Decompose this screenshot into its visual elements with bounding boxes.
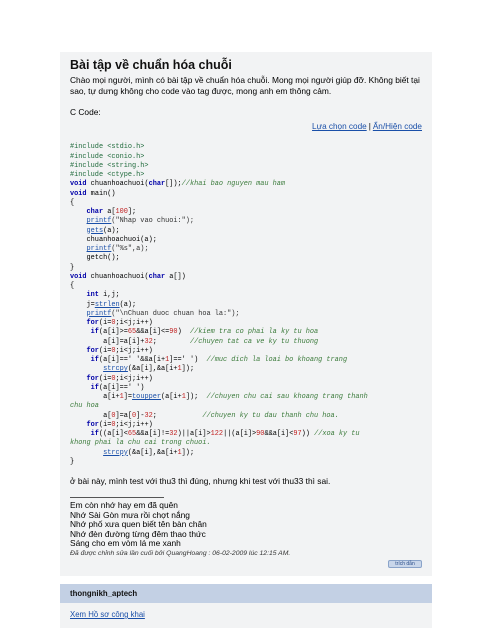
code-line: gets(a); — [86, 226, 120, 235]
code-line: j=strlen(a); — [70, 300, 137, 309]
code-line: a[i+1]=toupper(a[i+1]); //chuyen chu cai sau khoang trang thanh — [70, 393, 368, 401]
code-line: printf("%s",a); — [86, 245, 149, 253]
code-line: printf("Nhap vao chuoi:"); — [86, 217, 195, 226]
code-line: for(i=0;i<j;i++) — [70, 319, 153, 327]
code-line: for(i=0;i<j;i++) — [70, 420, 153, 429]
toggle-code-link[interactable]: Ẩn/Hiện code — [372, 122, 422, 131]
code-line: char a[100]; — [70, 208, 137, 216]
code-toolbar — [70, 122, 422, 131]
signature-divider — [70, 497, 164, 498]
code-line: #include <conio.h> — [70, 152, 145, 161]
code-line: } — [70, 263, 75, 272]
code-label: C Code: — [70, 107, 101, 117]
code-line: for(i=0;i<j;i++) — [70, 346, 153, 355]
code-line: #include <ctype.h> — [70, 171, 145, 179]
code-line: strcpy(&a[i],&a[i+1]); — [103, 448, 195, 457]
quote-button[interactable]: trích dẫn — [388, 560, 422, 568]
poem-line: Sáng cho em vòm lá me xanh — [70, 538, 181, 549]
code-line: if(a[i]==' '&&a[i+1]==' ') //muc dich la loai bo khoang trang — [70, 356, 348, 364]
code-line: if(a[i]==' ') — [70, 383, 145, 392]
code-line: for(i=0;i<j;i++) — [70, 374, 153, 383]
code-line: printf("\nChuan duoc chuan hoa la:"); — [86, 309, 240, 318]
code-line: int i,j; — [70, 291, 120, 300]
author-links — [60, 603, 432, 628]
post-title: Bài tập về chuẩn hóa chuỗi — [70, 58, 232, 72]
code-line: void chuanhoachuoi(char[]);//khai bao nguyen mau ham — [70, 180, 286, 189]
code-line: } — [70, 457, 75, 466]
code-line: #include <string.h> — [70, 161, 149, 170]
code-line: khong phai la chu cai trong chuoi. — [70, 439, 211, 448]
poem-line: Nhớ Sài Gòn mưa rồi chợt nắng — [70, 509, 190, 520]
forum-page — [60, 52, 432, 619]
toolbar-separator: | — [368, 122, 371, 131]
post-after-code: ở bài này, mình test với thu3 thì đúng, nhưng khi test với thu33 thì sai. — [70, 476, 331, 486]
poem-line: Nhớ phố xưa quen biết tên bàn chân — [70, 519, 207, 530]
forum-post — [60, 52, 432, 576]
select-code-link[interactable]: Lựa chọn code — [312, 122, 367, 131]
code-line: a[i]=a[i]+32; //chuyen tat ca ve ky tu thuong — [70, 337, 319, 346]
code-line: chu hoa — [70, 402, 99, 411]
poem-line: Nhớ đèn đường từng đêm thao thức — [70, 528, 206, 539]
code-line: getch(); — [70, 254, 120, 263]
code-line: if((a[i]<65&&a[i]!=32)||a[i]>122||(a[i]>90&&a[i]<97)) //xoa ky tu — [70, 430, 360, 438]
code-line: if(a[i]>=65&&a[i]<=90) //kiem tra co phai la ky tu hoa — [70, 328, 319, 337]
code-block — [70, 134, 422, 467]
code-line: void chuanhoachuoi(char a[]) — [70, 272, 186, 281]
post-intro: Chào mọi người, mình có bài tập về chuẩn hóa chuỗi. Mong mọi người giúp đỡ. Không biết tại sao, tự dưng không cho code vào tag được, mong anh em thông cảm. — [70, 75, 420, 96]
post-author-name[interactable]: thongnikh_aptech — [60, 584, 432, 603]
code-line: { — [70, 282, 75, 290]
code-line: strcpy(&a[i],&a[i+1]); — [103, 365, 195, 374]
code-line: { — [70, 198, 75, 207]
poem-line: Em còn nhớ hay em đã quên — [70, 500, 178, 510]
code-line: void main() — [70, 189, 116, 198]
signature-poem — [70, 501, 422, 549]
edited-note: Đã được chỉnh sửa lần cuối bởi QuangHoang : 06-02-2009 lúc 12:15 AM. — [70, 549, 291, 557]
code-line: chuanhoachuoi(a); — [70, 235, 157, 244]
view-profile-link[interactable]: Xem Hồ sơ công khai — [70, 609, 145, 619]
code-line: a[0]=a[0]-32; //chuyen ky tu dau thanh chu hoa. — [70, 411, 339, 420]
code-line: #include <stdio.h> — [70, 143, 145, 152]
